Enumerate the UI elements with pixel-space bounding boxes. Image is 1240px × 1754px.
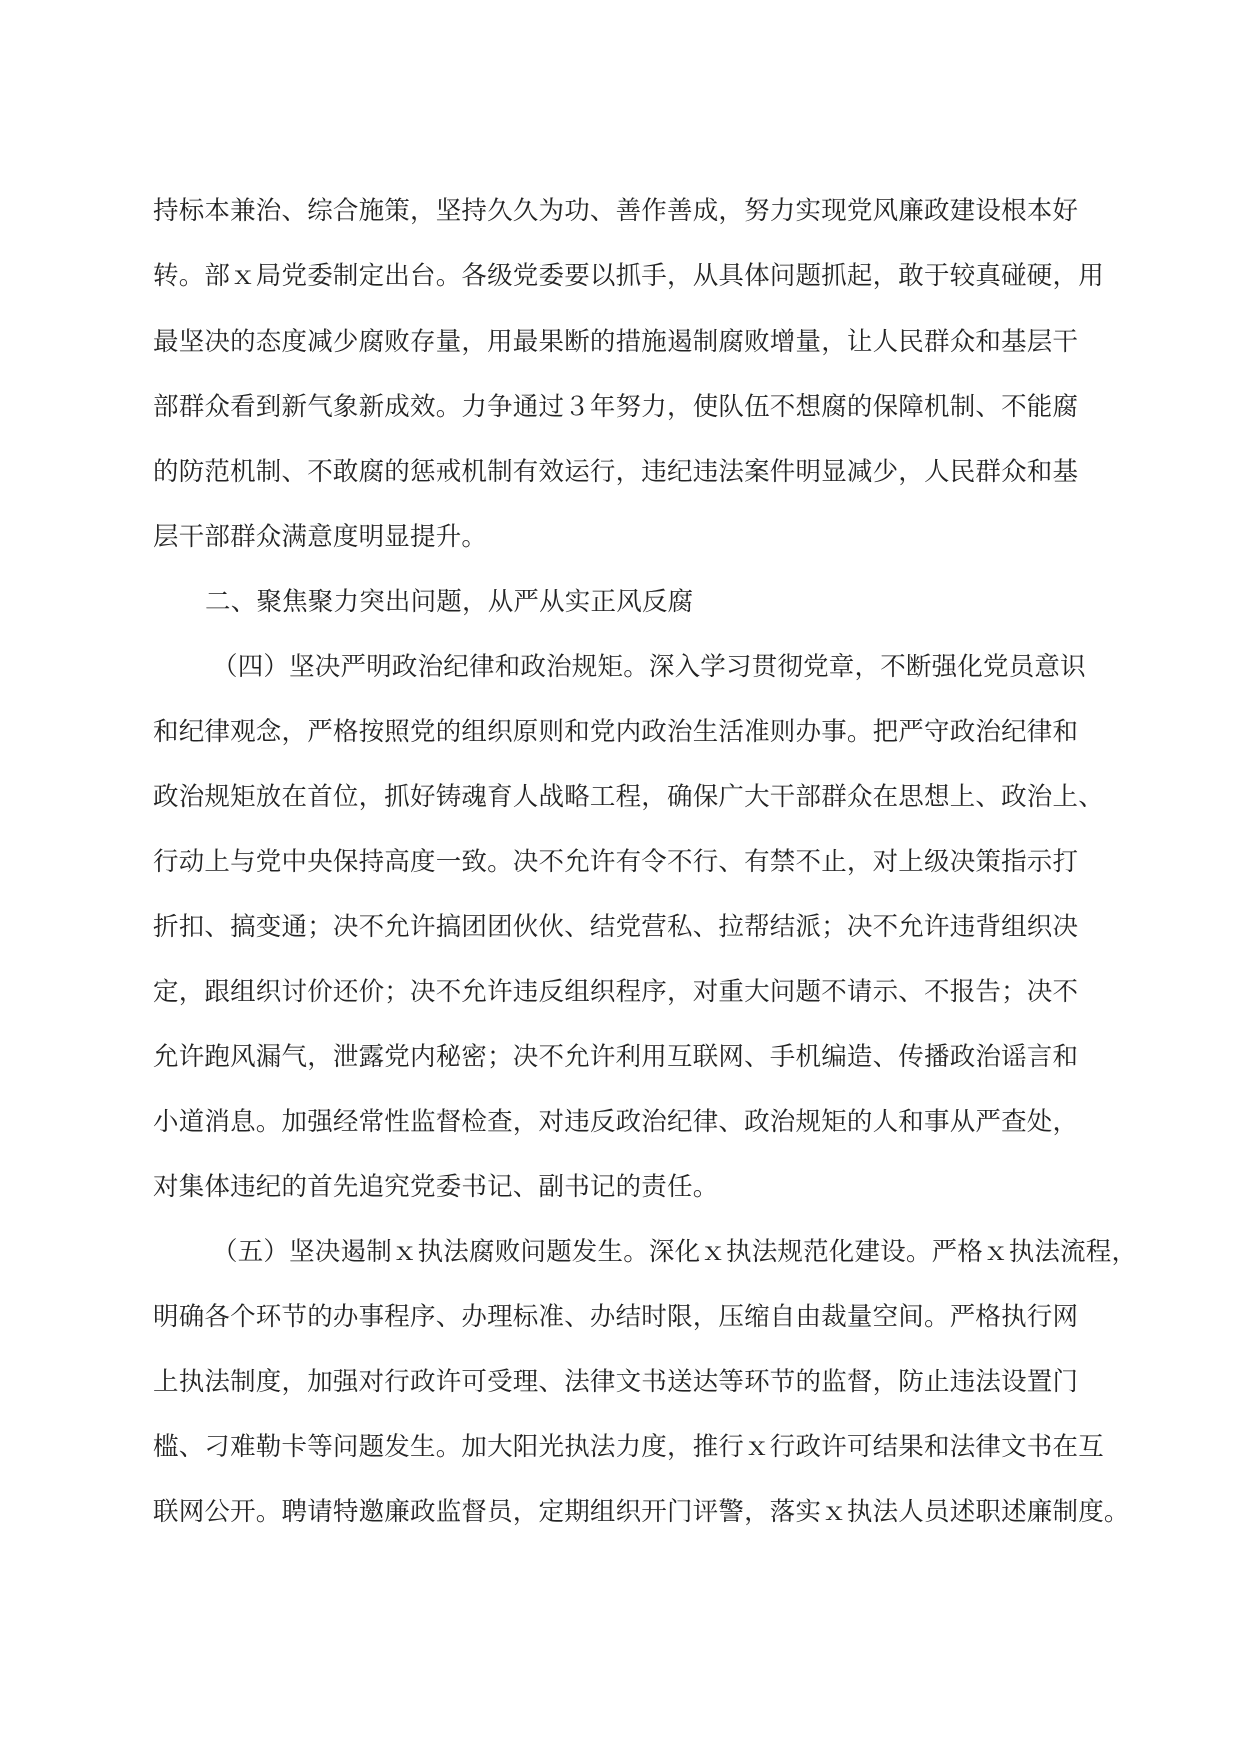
paragraph-line: 定，跟组织讨价还价；决不允许违反组织程序，对重大问题不请示、不报告；决不 bbox=[153, 977, 1079, 1007]
paragraph-line: 转。部ｘ局党委制定出台。各级党委要以抓手，从具体问题抓起，敢于较真碰硬，用 bbox=[153, 261, 1104, 291]
paragraph-line: 对集体违纪的首先追究党委书记、副书记的责任。 bbox=[153, 1172, 719, 1202]
paragraph-line: 槛、刁难勒卡等问题发生。加大阳光执法力度，推行ｘ行政许可结果和法律文书在互 bbox=[153, 1432, 1104, 1462]
paragraph-line: 最坚决的态度减少腐败存量，用最果断的措施遏制腐败增量，让人民群众和基层干 bbox=[153, 327, 1079, 357]
paragraph-line: 和纪律观念，严格按照党的组织原则和党内政治生活准则办事。把严守政治纪律和 bbox=[153, 717, 1079, 747]
paragraph-line: （四）坚决严明政治纪律和政治规矩。深入学习贯彻党章，不断强化党员意识 bbox=[212, 652, 1086, 682]
paragraph-line: 层干部群众满意度明显提升。 bbox=[153, 522, 488, 552]
section-heading: 二、聚焦聚力突出问题，从严从实正风反腐 bbox=[205, 587, 694, 617]
paragraph-line: 的防范机制、不敢腐的惩戒机制有效运行，违纪违法案件明显减少，人民群众和基 bbox=[153, 457, 1079, 487]
paragraph-line: 折扣、搞变通；决不允许搞团团伙伙、结党营私、拉帮结派；决不允许违背组织决 bbox=[153, 912, 1079, 942]
paragraph-line: 部群众看到新气象新成效。力争通过３年努力，使队伍不想腐的保障机制、不能腐 bbox=[153, 392, 1079, 422]
paragraph-line: 行动上与党中央保持高度一致。决不允许有令不行、有禁不止，对上级决策指示打 bbox=[153, 847, 1079, 877]
paragraph-line: 小道消息。加强经常性监督检查，对违反政治纪律、政治规矩的人和事从严查处， bbox=[153, 1107, 1079, 1137]
paragraph-line: 上执法制度，加强对行政许可受理、法律文书送达等环节的监督，防止违法设置门 bbox=[153, 1367, 1079, 1397]
paragraph-line: 联网公开。聘请特邀廉政监督员，定期组织开门评警，落实ｘ执法人员述职述廉制度。 bbox=[153, 1497, 1130, 1527]
paragraph-line: 明确各个环节的办事程序、办理标准、办结时限，压缩自由裁量空间。严格执行网 bbox=[153, 1302, 1079, 1332]
paragraph-line: （五）坚决遏制ｘ执法腐败问题发生。深化ｘ执法规范化建设。严格ｘ执法流程， bbox=[212, 1237, 1138, 1267]
paragraph-line: 持标本兼治、综合施策，坚持久久为功、善作善成，努力实现党风廉政建设根本好 bbox=[153, 196, 1079, 226]
paragraph-line: 允许跑风漏气，泄露党内秘密；决不允许利用互联网、手机编造、传播政治谣言和 bbox=[153, 1042, 1079, 1072]
paragraph-line: 政治规矩放在首位，抓好铸魂育人战略工程，确保广大干部群众在思想上、政治上、 bbox=[153, 782, 1104, 812]
